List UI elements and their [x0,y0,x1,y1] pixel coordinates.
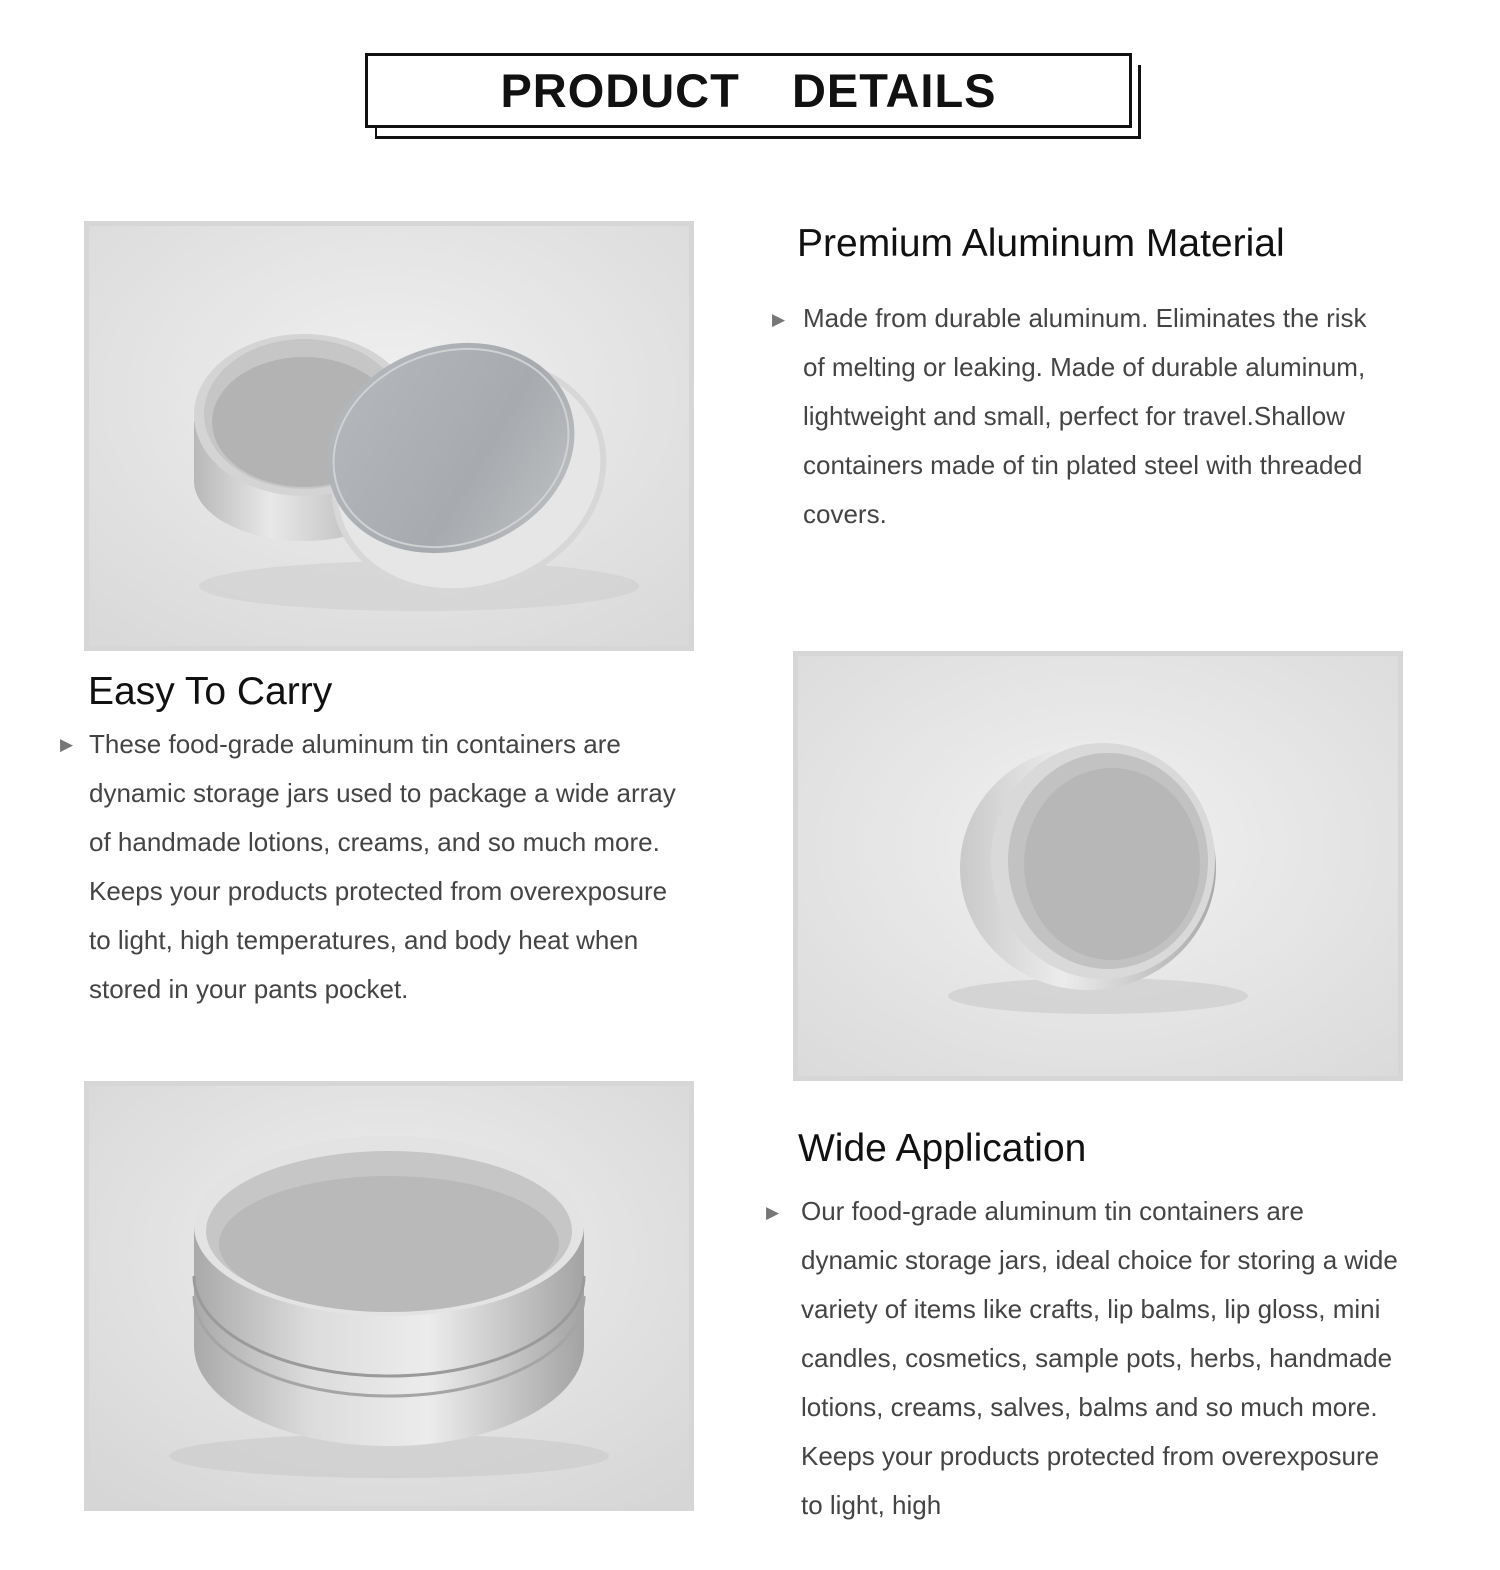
section-text-wide-application: Our food-grade aluminum tin containers are dynamic storage jars, ideal choice for storing a wide variety of items like crafts, lip balms, lip gloss, mini candles, cosmetics, sample pots, herbs, handmade lotions, creams, salves, balms and so much more. Keeps your products protected from overexposure to light, high [801,1196,1398,1520]
bullet-arrow-icon: ▶ [772,310,786,329]
section-heading-easy-to-carry: Easy To Carry [88,670,333,713]
bullet-arrow-icon: ▶ [766,1203,780,1222]
page-title-banner [365,53,1143,141]
front-tin-illustration [89,1086,689,1506]
section-heading-premium-aluminum: Premium Aluminum Material [797,222,1285,265]
tin-with-lid-illustration [89,226,689,646]
product-photo-open-tin-with-lid [84,221,694,651]
section-text-premium-aluminum: Made from durable aluminum. Eliminates the risk of melting or leaking. Made of durable aluminum, lightweight and small, perfect for travel.Shallow containers made of tin plated steel with threaded covers. [803,303,1367,529]
product-photo-open-tin-front [84,1081,694,1511]
section-heading-wide-application: Wide Application [798,1127,1087,1170]
page-title: PRODUCT DETAILS [500,64,997,117]
product-photo-open-tin-tilted [793,651,1403,1081]
bullet-arrow-icon: ▶ [60,735,74,754]
section-text-easy-to-carry: These food-grade aluminum tin containers are dynamic storage jars used to package a wide array of handmade lotions, creams, and so much more. Keeps your products protected from overexposure to light, high temperatures, and body heat when stored in your pants pocket. [89,729,676,1004]
tilted-tin-illustration [798,656,1398,1076]
title-banner-box [365,53,1132,128]
